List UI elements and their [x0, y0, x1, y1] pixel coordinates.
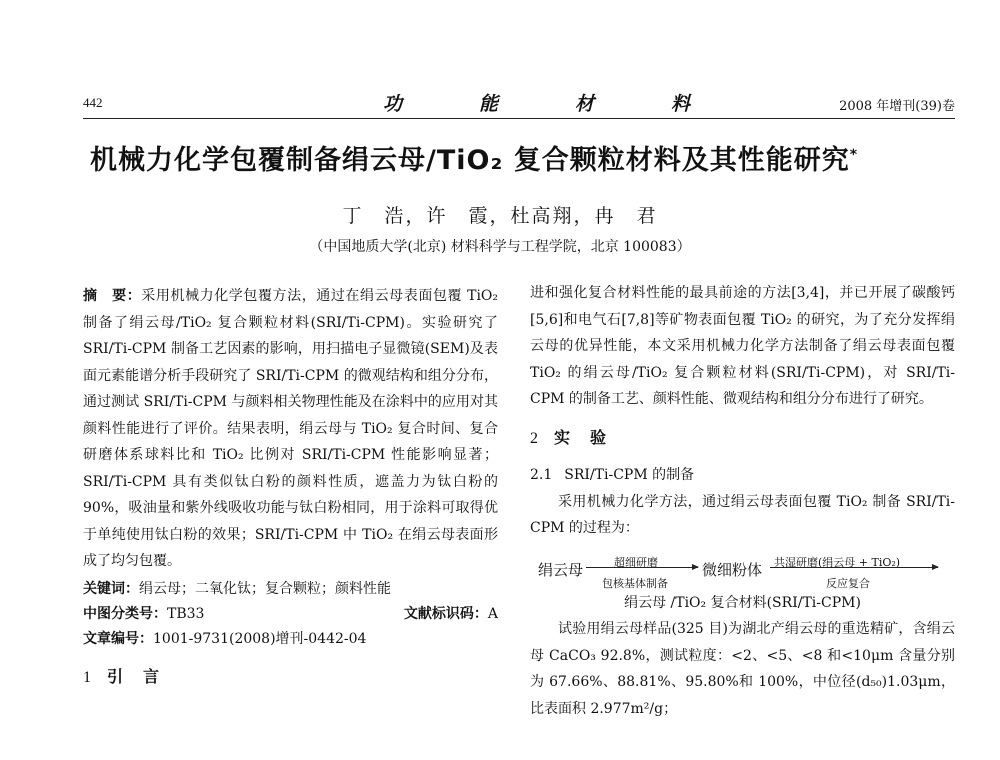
- issue-info: 2008 年增刊(39)卷: [839, 99, 955, 114]
- preparation-text: 采用机械力化学方法，通过绢云母表面包覆 TiO₂ 制备 SRI/Ti-CPM 的过程为：: [530, 493, 955, 536]
- keywords: [83, 577, 498, 602]
- flow-arrow-2: [770, 567, 938, 568]
- left-column: [83, 283, 498, 691]
- keywords-label: 关键词：: [83, 580, 139, 597]
- keywords-text: 绢云母；二氧化钛；复合颗粒；颜料性能: [139, 580, 391, 597]
- intro-continuation: 进和强化复合材料性能的最具前途的方法[3,4]，并已开展了碳酸钙[5,6]和电气石[7,8]等矿物表面包覆 TiO₂ 的研究，为了充分发挥绢云母的优异性能，本文采用机械力化学方法制备了绢云母表面包覆 TiO₂ 的绢云母/TiO₂ 复合颗粒材料(SRI/Ti-CPM)，对 SRI/Ti-CPM 的制备工艺、颜料性能、微观结构和组分分布进行了研究。: [530, 285, 955, 407]
- classification-line: [83, 602, 498, 627]
- article-number: [83, 627, 498, 652]
- right-column: [530, 280, 955, 722]
- clc-value: TB33: [167, 605, 205, 622]
- abstract-text: 采用机械力化学包覆方法，通过在绢云母表面包覆 TiO₂ 制备了绢云母/TiO₂ 复合颗粒材料(SRI/Ti-CPM)。实验研究了 SRI/Ti-CPM 制备工艺因素的影响，用扫描电子显微镜(SEM)及表面元素能谱分析手段研究了 SRI/Ti-CPM 的微观结构和组分分布，通过测试 SRI/Ti-CPM 与颜料相关物理性能及在涂料中的应用对其颜料性能进行了评价。结果表明，绢云母与 TiO₂ 复合时间、复合研磨体系球料比和 TiO₂ 比例对 SRI/Ti-CPM 性能影响显著；SRI/Ti-CPM 具有类似钛白粉的颜料性质，遮盖力为钛白粉的 90%，吸油量和紫外线吸收功能与钛白粉相同，用于涂料可取得优于单纯使用钛白粉的效果；SRI/Ti-CPM 中 TiO₂ 在绢云母表面形成了均匀包覆。: [83, 288, 499, 569]
- affiliation: （中国地质大学(北京) 材料科学与工程学院，北京 100083）: [309, 239, 691, 255]
- article-number-value: 1001-9731(2008)增刊-0442-04: [153, 630, 367, 647]
- section-heading-experiment: 2 实 验: [530, 427, 609, 447]
- flow-result: 绢云母 /TiO₂ 复合材料(SRI/Ti-CPM): [624, 594, 861, 611]
- abstract-label: 摘 要：: [83, 288, 142, 304]
- doc-id-value: A: [487, 605, 498, 622]
- running-header: [83, 89, 955, 117]
- section-heading-introduction: 1 引 言: [83, 666, 162, 686]
- flow-step2-sublabel: 反应复合: [826, 576, 870, 590]
- flow-start: 绢云母: [538, 560, 584, 579]
- subsection-heading-preparation: 2.1 SRI/Ti-CPM 的制备: [530, 467, 695, 483]
- flow-arrow-1: [586, 567, 698, 568]
- flow-step1-label: 超细研磨: [614, 555, 658, 569]
- doc-id-label: 文献标识码：: [403, 605, 488, 622]
- article-number-label: 文章编号：: [83, 630, 153, 647]
- abstract: [83, 283, 498, 575]
- sample-description: 试验用绢云母样品(325 目)为湖北产绢云母的重选精矿，含绢云母 CaCO₃ 92.8%，测试粒度：<2、<5、<8 和<10μm 含量分别为 67.66%、88.81%、95.80%和 100%，中位径(d₅₀)1.03μm，比表面积 2.977m²/g；: [530, 621, 955, 717]
- page-number: 442: [83, 95, 103, 110]
- title-footnote-mark: *: [849, 147, 859, 163]
- flow-step1-sublabel: 包核基体制备: [602, 576, 668, 590]
- header-rule: [83, 118, 955, 119]
- author-list: 丁 浩，许 霞，杜高翔，冉 君: [342, 205, 658, 227]
- clc-label: 中图分类号：: [83, 605, 167, 622]
- flow-step2-label: 共湿研磨(绢云母 + TiO₂): [774, 555, 901, 569]
- process-flow-diagram: [530, 548, 955, 590]
- paper-title: 机械力化学包覆制备绢云母/TiO₂ 复合颗粒材料及其性能研究*: [90, 145, 859, 176]
- flow-middle: 微细粉体: [702, 560, 763, 579]
- journal-name: 功 能 材 料: [383, 93, 691, 115]
